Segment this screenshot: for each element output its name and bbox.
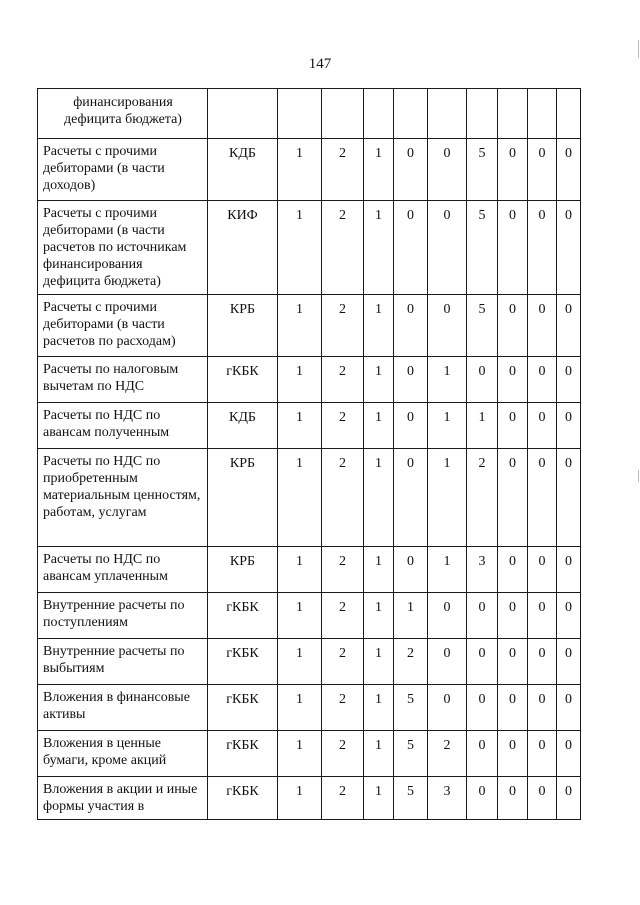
digit-cell (557, 89, 581, 139)
code-cell: КДБ (208, 403, 278, 449)
digit-cell: 1 (364, 593, 394, 639)
digit-cell: 0 (467, 639, 498, 685)
table-row (38, 731, 581, 777)
table-row (38, 201, 581, 295)
digit-cell: 1 (364, 685, 394, 731)
digit-cell: 1 (364, 403, 394, 449)
digit-cell: 1 (278, 777, 322, 820)
digit-cell: 2 (322, 139, 364, 201)
digit-cell: 1 (278, 639, 322, 685)
table-body (38, 89, 581, 820)
digit-cell: 0 (528, 295, 557, 357)
digit-cell: 0 (528, 201, 557, 295)
page-number: 147 (308, 56, 332, 72)
digit-cell: 0 (498, 547, 528, 593)
digit-cell: 1 (364, 449, 394, 547)
digit-cell: 5 (467, 139, 498, 201)
account-name-cell: Расчеты по НДС по приобретенным материальным ценностям, работам, услугам (38, 449, 208, 547)
digit-cell: 1 (428, 357, 467, 403)
digit-cell: 0 (557, 547, 581, 593)
account-name-cell: Расчеты с прочими дебиторами (в части расчетов по расходам) (38, 295, 208, 357)
digit-cell: 0 (394, 449, 428, 547)
digit-cell: 2 (394, 639, 428, 685)
account-name-cell: Вложения в финансовые активы (38, 685, 208, 731)
digit-cell: 2 (322, 201, 364, 295)
digit-cell: 0 (394, 139, 428, 201)
code-cell: гКБК (208, 593, 278, 639)
digit-cell: 1 (428, 403, 467, 449)
table-row (38, 777, 581, 820)
digit-cell: 1 (278, 403, 322, 449)
digit-cell: 0 (428, 639, 467, 685)
table-row (38, 89, 581, 139)
digit-cell: 1 (364, 547, 394, 593)
table-row (38, 685, 581, 731)
digit-cell: 1 (428, 547, 467, 593)
digit-cell (322, 89, 364, 139)
code-cell: гКБК (208, 685, 278, 731)
digit-cell: 1 (278, 685, 322, 731)
account-name-cell: Внутренние расчеты по выбытиям (38, 639, 208, 685)
digit-cell: 0 (498, 731, 528, 777)
digit-cell: 0 (557, 685, 581, 731)
scan-edge-mark (638, 40, 639, 58)
digit-cell: 2 (322, 639, 364, 685)
digit-cell: 2 (322, 547, 364, 593)
digit-cell: 0 (394, 403, 428, 449)
digit-cell: 0 (498, 777, 528, 820)
digit-cell: 0 (557, 593, 581, 639)
digit-cell: 0 (498, 139, 528, 201)
digit-cell: 2 (322, 777, 364, 820)
table-row (38, 547, 581, 593)
digit-cell (528, 89, 557, 139)
code-cell: КИФ (208, 201, 278, 295)
digit-cell: 1 (278, 357, 322, 403)
account-name-cell: Расчеты по НДС по авансам уплаченным (38, 547, 208, 593)
digit-cell: 1 (394, 593, 428, 639)
digit-cell: 0 (528, 685, 557, 731)
digit-cell: 5 (394, 685, 428, 731)
account-name-cell: Расчеты по НДС по авансам полученным (38, 403, 208, 449)
digit-cell: 0 (528, 357, 557, 403)
digit-cell: 1 (278, 731, 322, 777)
account-name-cell: Вложения в акции и иные формы участия в (38, 777, 208, 820)
digit-cell: 5 (394, 731, 428, 777)
table-row (38, 593, 581, 639)
table-row (38, 357, 581, 403)
digit-cell: 1 (364, 139, 394, 201)
digit-cell (498, 89, 528, 139)
digit-cell: 1 (278, 547, 322, 593)
digit-cell: 5 (394, 777, 428, 820)
digit-cell: 0 (428, 201, 467, 295)
digit-cell: 2 (467, 449, 498, 547)
digit-cell: 2 (322, 731, 364, 777)
account-name-cell: Расчеты по налоговым вычетам по НДС (38, 357, 208, 403)
digit-cell: 0 (498, 201, 528, 295)
digit-cell: 0 (528, 547, 557, 593)
code-cell: гКБК (208, 731, 278, 777)
digit-cell (394, 89, 428, 139)
digit-cell: 2 (322, 685, 364, 731)
digit-cell: 0 (467, 685, 498, 731)
digit-cell: 1 (364, 295, 394, 357)
digit-cell: 1 (278, 449, 322, 547)
table-row (38, 403, 581, 449)
digit-cell: 1 (428, 449, 467, 547)
digit-cell: 0 (557, 731, 581, 777)
digit-cell: 0 (557, 357, 581, 403)
digit-cell: 0 (498, 685, 528, 731)
digit-cell: 0 (528, 639, 557, 685)
digit-cell: 0 (498, 639, 528, 685)
code-cell (208, 89, 278, 139)
digit-cell: 0 (528, 139, 557, 201)
digit-cell: 3 (467, 547, 498, 593)
code-cell: гКБК (208, 639, 278, 685)
digit-cell: 0 (498, 449, 528, 547)
digit-cell: 0 (467, 593, 498, 639)
digit-cell: 0 (498, 357, 528, 403)
digit-cell: 2 (322, 403, 364, 449)
digit-cell: 2 (428, 731, 467, 777)
digit-cell: 0 (394, 357, 428, 403)
digit-cell: 5 (467, 295, 498, 357)
digit-cell: 0 (557, 139, 581, 201)
account-name-cell: Расчеты с прочими дебиторами (в части доходов) (38, 139, 208, 201)
digit-cell: 3 (428, 777, 467, 820)
digit-cell: 0 (528, 403, 557, 449)
table-row (38, 449, 581, 547)
digit-cell: 2 (322, 449, 364, 547)
digit-cell: 0 (498, 295, 528, 357)
digit-cell: 0 (428, 593, 467, 639)
digit-cell: 1 (278, 139, 322, 201)
code-cell: гКБК (208, 357, 278, 403)
digit-cell: 0 (467, 731, 498, 777)
digit-cell: 1 (278, 295, 322, 357)
code-cell: КРБ (208, 449, 278, 547)
digit-cell: 1 (278, 593, 322, 639)
digit-cell: 1 (364, 731, 394, 777)
digit-cell: 0 (498, 403, 528, 449)
digit-cell: 1 (278, 201, 322, 295)
digit-cell: 0 (557, 295, 581, 357)
digit-cell: 0 (557, 777, 581, 820)
digit-cell: 0 (557, 449, 581, 547)
table-row (38, 295, 581, 357)
digit-cell: 5 (467, 201, 498, 295)
account-name-cell: Внутренние расчеты по поступлениям (38, 593, 208, 639)
digit-cell: 0 (498, 593, 528, 639)
digit-cell: 1 (467, 403, 498, 449)
digit-cell: 2 (322, 295, 364, 357)
digit-cell: 0 (528, 593, 557, 639)
digit-cell: 0 (557, 403, 581, 449)
digit-cell: 0 (557, 201, 581, 295)
account-name-cell: Расчеты с прочими дебиторами (в части расчетов по источникам финансирования дефицита бюджета) (38, 201, 208, 295)
digit-cell: 0 (467, 357, 498, 403)
code-cell: КРБ (208, 295, 278, 357)
digit-cell (364, 89, 394, 139)
digit-cell: 0 (428, 139, 467, 201)
digit-cell: 0 (394, 547, 428, 593)
digit-cell: 0 (428, 295, 467, 357)
digit-cell (428, 89, 467, 139)
digit-cell: 0 (528, 777, 557, 820)
digit-cell: 1 (364, 201, 394, 295)
digit-cell: 0 (394, 201, 428, 295)
account-name-cell: финансирования дефицита бюджета) (38, 89, 208, 139)
digit-cell: 1 (364, 357, 394, 403)
digit-cell: 0 (394, 295, 428, 357)
digit-cell: 0 (557, 639, 581, 685)
digit-cell: 0 (528, 731, 557, 777)
digit-cell: 1 (364, 777, 394, 820)
accounts-table (37, 88, 581, 820)
scan-edge-mark (638, 470, 639, 482)
digit-cell: 0 (467, 777, 498, 820)
digit-cell: 2 (322, 357, 364, 403)
digit-cell: 0 (528, 449, 557, 547)
digit-cell (278, 89, 322, 139)
code-cell: КРБ (208, 547, 278, 593)
code-cell: КДБ (208, 139, 278, 201)
digit-cell: 2 (322, 593, 364, 639)
digit-cell: 0 (428, 685, 467, 731)
digit-cell (467, 89, 498, 139)
table-row (38, 139, 581, 201)
account-name-cell: Вложения в ценные бумаги, кроме акций (38, 731, 208, 777)
code-cell: гКБК (208, 777, 278, 820)
digit-cell: 1 (364, 639, 394, 685)
table-row (38, 639, 581, 685)
